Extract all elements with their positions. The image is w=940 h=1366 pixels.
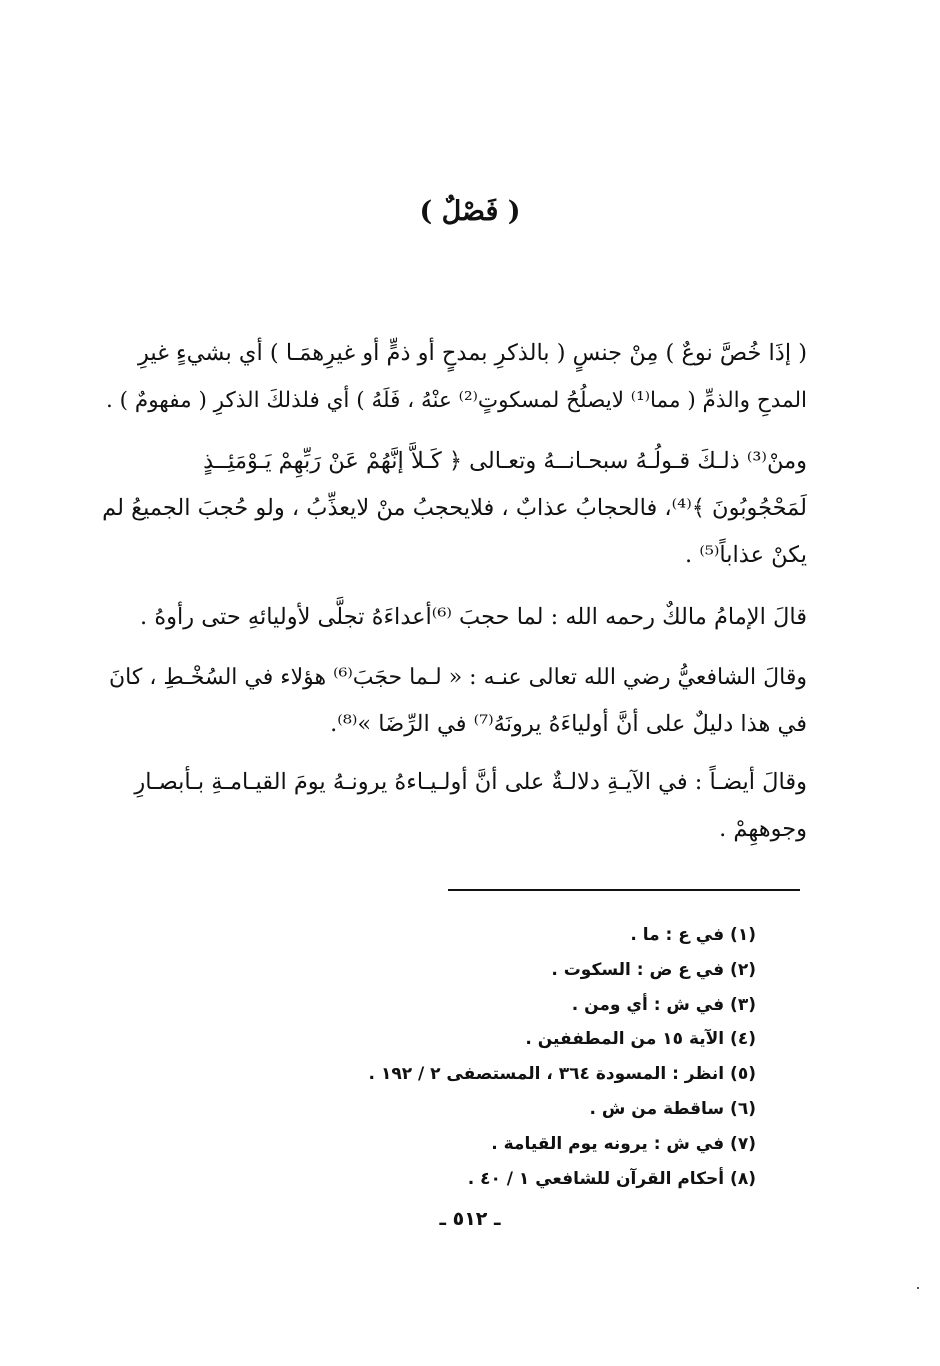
scan-speck <box>917 1287 919 1289</box>
footnote-3: (٣) في ش : أي ومن . <box>571 994 756 1015</box>
footnote-6: (٦) ساقطة من ش . <box>589 1098 756 1119</box>
text-line: ومنْ⁽³⁾ ذلـكَ قـولُـهُ سبحـانــهُ وتعـالى ﴿ كَـلاَّ إنَّهُمْ عَنْ رَبِّهِمْ يَـوْمَئِــذٍ <box>203 448 807 474</box>
footnote-1: (١) في ع : ما . <box>630 925 756 945</box>
text-line: لَمَحْجُوبُونَ ﴾⁽⁴⁾، فالحجابُ عذابٌ ، فلايحجبُ منْ لايعذِّبُ ، ولو حُجبَ الجميعُ لم <box>102 495 807 521</box>
paragraph-1 <box>95 330 807 424</box>
text-line: في هذا دليلٌ على أنَّ أولياءَهُ يرونَهُ⁽⁷⁾ في الرِّضَا »⁽⁸⁾. <box>330 711 807 737</box>
footnotes <box>330 918 756 1196</box>
footnote-separator <box>448 889 800 891</box>
footnote-4: (٤) الآية ١٥ من المطففين . <box>525 1029 756 1050</box>
text-line: المدحِ والذمِّ ( مما⁽¹⁾ لايصلُحُ لمسكوتٍ⁽²⁾ عنْهُ ، فَلَهُ ) أي فلذلكَ الذكرِ ( مفهومٌ ) . <box>106 388 807 413</box>
text-line: يكنْ عذاباً⁽⁵⁾ . <box>685 542 807 568</box>
text-line: وقالَ أيضـاً : في الآيـةِ دلالـةٌ على أنَّ أولـيـاءهُ يرونـهُ يومَ القيـامـةِ بـأبصـارِ <box>134 769 807 795</box>
section-heading: ( فَصْلٌ ) <box>419 196 521 227</box>
paragraph-3 <box>95 594 807 641</box>
paragraph-5 <box>95 759 807 853</box>
paragraph-2 <box>95 438 807 579</box>
footnote-5: (٥) انظر : المسودة ٣٦٤ ، المستصفى ٢ / ١٩٢ . <box>368 1064 756 1085</box>
text-line: ( إذَا خُصَّ نوعٌ ) مِنْ جنسٍ ( بالذكرِ بمدحٍ أو ذمٍّ أو غيرِهمَـا ) أي بشيءٍ غيرِ <box>137 340 807 366</box>
footnote-7: (٧) في ش : يرونه يوم القيامة . <box>491 1133 756 1154</box>
footnote-2: (٢) في ع ض : السكوت . <box>551 959 756 980</box>
paragraph-4 <box>95 654 807 748</box>
page-number: ـ ٥١٢ ـ <box>439 1208 501 1230</box>
text-line: وجوههِمْ . <box>719 816 807 842</box>
text-line: قالَ الإمامُ مالكٌ رحمه الله : لما حجبَ ⁽⁶⁾أعداءَهُ تجلَّى لأوليائهِ حتى رأوهُ . <box>140 604 807 630</box>
footnote-8: (٨) أحكام القرآن للشافعي ١ / ٤٠ . <box>467 1168 756 1189</box>
text-line: وقالَ الشافعيُّ رضي الله تعالى عنـه : « لـما حجَبَ⁽⁶⁾ هؤلاء في السُخْـطِ ، كانَ <box>109 665 807 690</box>
